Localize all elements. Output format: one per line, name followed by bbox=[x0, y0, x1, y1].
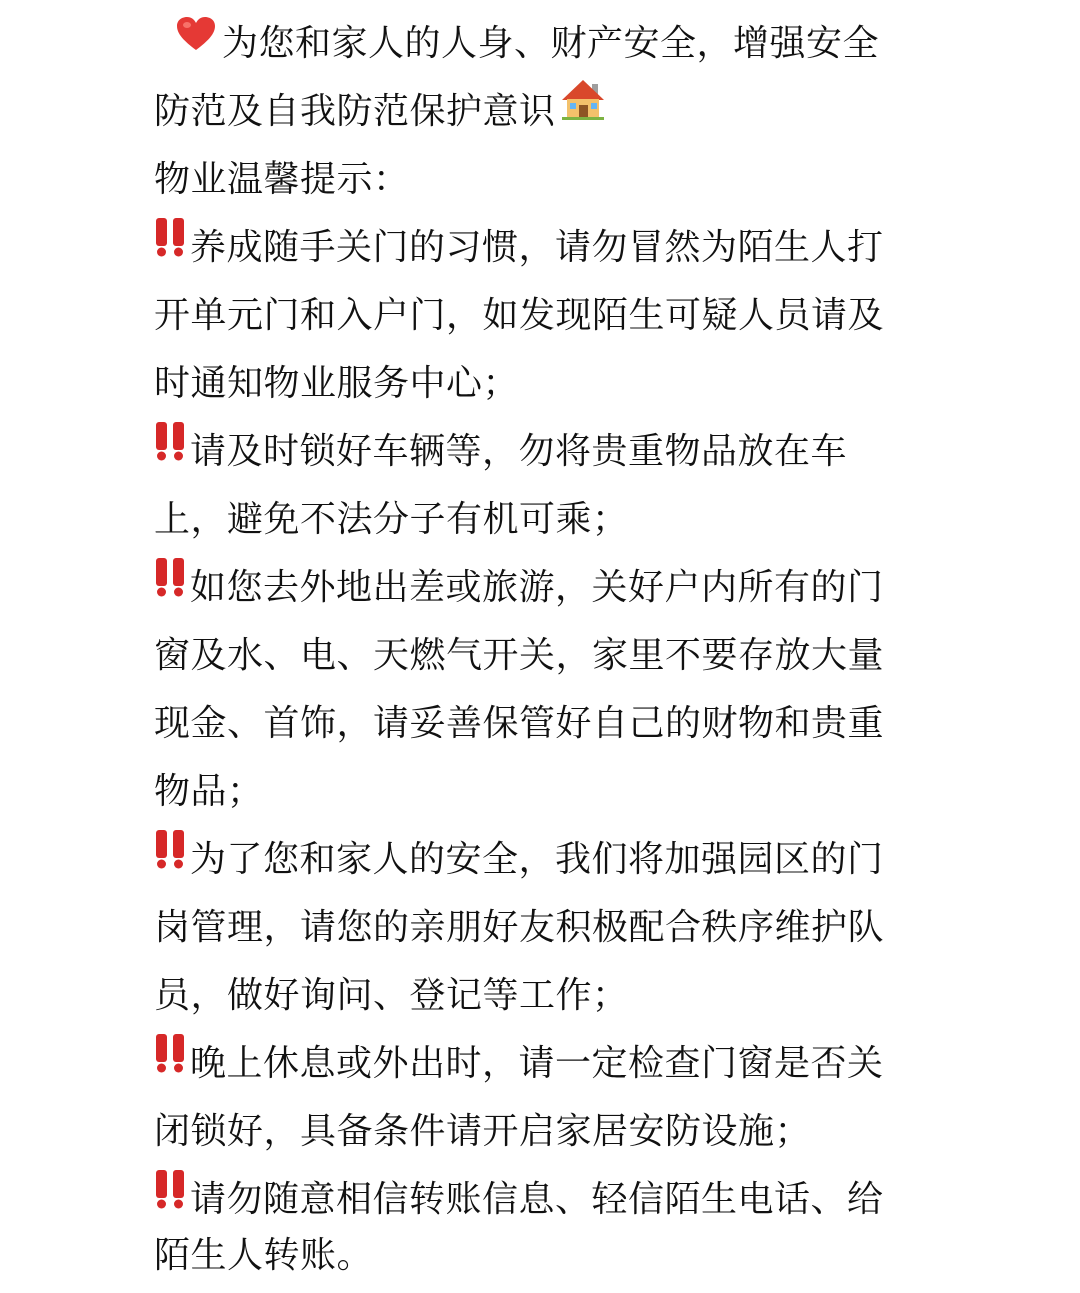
tip-4-text-2: 岗管理，请您的亲朋好友积极配合秩序维护队 bbox=[154, 907, 885, 948]
tip-1-line-1 bbox=[154, 214, 884, 282]
tip-2-text-1: 请及时锁好车辆等，勿将贵重物品放在车 bbox=[190, 431, 848, 472]
tip-3-line-3 bbox=[154, 690, 884, 758]
double-exclamation-icon bbox=[154, 552, 186, 620]
double-exclamation-icon bbox=[154, 416, 186, 484]
double-exclamation-icon bbox=[154, 212, 186, 280]
tip-5-line-1 bbox=[154, 1030, 884, 1098]
tip-1-text-3: 时通知物业服务中心； bbox=[154, 363, 520, 404]
tip-2-text-2: 上，避免不法分子有机可乘； bbox=[154, 499, 629, 540]
double-exclamation-icon bbox=[154, 1028, 186, 1096]
tip-3-text-1: 如您去外地出差或旅游，关好户内所有的门 bbox=[190, 567, 884, 608]
notice-heading-text: 物业温馨提示： bbox=[154, 159, 410, 200]
tip-2-line-2 bbox=[154, 486, 629, 554]
tip-3-text-3: 现金、首饰，请妥善保管好自己的财物和贵重 bbox=[154, 703, 885, 744]
tip-4-text-1: 为了您和家人的安全，我们将加强园区的门 bbox=[190, 839, 884, 880]
tip-4-line-1 bbox=[154, 826, 884, 894]
house-icon bbox=[560, 75, 606, 143]
tip-4-text-3: 员，做好询问、登记等工作； bbox=[154, 975, 629, 1016]
tip-1-line-2 bbox=[154, 282, 884, 350]
tip-6-line-2 bbox=[154, 1222, 373, 1290]
tip-1-text-2: 开单元门和入户门，如发现陌生可疑人员请及 bbox=[154, 295, 885, 336]
tip-3-text-2: 窗及水、电、天燃气开关，家里不要存放大量 bbox=[154, 635, 885, 676]
tip-6-text-2: 陌生人转账。 bbox=[154, 1235, 374, 1276]
tip-3-line-4 bbox=[154, 758, 264, 826]
double-exclamation-icon bbox=[154, 824, 186, 892]
tip-1-line-3 bbox=[154, 350, 519, 418]
tip-5-text-2: 闭锁好，具备条件请开启家居安防设施； bbox=[154, 1111, 812, 1152]
tip-5-text-1: 晚上休息或外出时，请一定检查门窗是否关 bbox=[190, 1043, 884, 1084]
tip-1-text-1: 养成随手关门的习惯，请勿冒然为陌生人打 bbox=[190, 227, 884, 268]
tip-4-line-2 bbox=[154, 894, 884, 962]
red-heart-icon bbox=[176, 7, 216, 75]
intro-line-2 bbox=[154, 78, 606, 146]
tip-3-text-4: 物品； bbox=[154, 771, 264, 812]
intro-text-2: 防范及自我防范保护意识 bbox=[154, 91, 556, 132]
tip-2-line-1 bbox=[154, 418, 847, 486]
notice-heading bbox=[154, 146, 410, 214]
intro-line-1 bbox=[176, 10, 879, 78]
tip-6-text-1: 请勿随意相信转账信息、轻信陌生电话、给 bbox=[190, 1179, 884, 1220]
tip-3-line-2 bbox=[154, 622, 884, 690]
intro-text-1: 为您和家人的人身、财产安全，增强安全 bbox=[222, 23, 880, 64]
tip-3-line-1 bbox=[154, 554, 884, 622]
tip-4-line-3 bbox=[154, 962, 629, 1030]
tip-5-line-2 bbox=[154, 1098, 811, 1166]
